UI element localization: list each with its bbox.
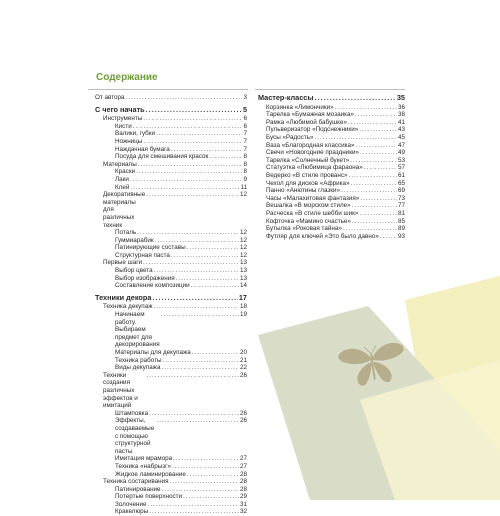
toc-leader-dots <box>341 187 397 195</box>
toc-entry <box>95 417 247 455</box>
toc-entry-title: Часы «Малахитовая фантазия» <box>266 194 360 202</box>
toc-page-number: 69 <box>397 187 405 195</box>
toc-entry-title: Составление композиции <box>115 282 190 290</box>
toc-entry <box>95 303 247 311</box>
toc-leader-dots <box>170 478 239 486</box>
toc-entry-title: Лаки <box>115 175 129 183</box>
toc-entry <box>258 172 405 180</box>
toc-leader-dots <box>130 176 243 184</box>
toc-entry <box>95 138 247 146</box>
toc-entry <box>95 471 247 479</box>
toc-leader-dots <box>380 233 397 241</box>
toc-page-number: 5 <box>242 104 247 114</box>
toc-entry-title: Свечи «Новогодние праздники» <box>266 149 359 157</box>
toc-entry-title: Пульверизатор «Подснежники» <box>266 126 359 134</box>
toc-leader-dots <box>154 267 239 275</box>
toc-page-number: 19 <box>239 311 247 319</box>
toc-entry-title: Гуммиарабик <box>115 236 154 244</box>
toc-page-number: 7 <box>243 130 247 138</box>
toc-entry-title: Патинирующие составы <box>115 244 186 252</box>
toc-entry-title: Рамка «Любимой бабушке» <box>266 118 348 126</box>
toc-entry <box>95 463 247 471</box>
toc-entry-title: Первые шаги <box>103 259 143 267</box>
toc-leader-dots <box>314 134 397 142</box>
toc-entry-title: Бутылка «Роковая тайна» <box>266 225 342 233</box>
toc-page-number: 61 <box>397 171 405 179</box>
toc-page-number: 28 <box>239 478 247 486</box>
toc-entry <box>95 311 247 349</box>
toc-entry-title: Техники декора <box>95 292 152 302</box>
toc-entry <box>95 501 247 509</box>
toc-entry-title: Футляр для ключей «Это было давно» <box>266 232 379 240</box>
toc-page-number: 49 <box>397 149 405 157</box>
toc-page-number: 47 <box>397 141 405 149</box>
toc-leader-dots <box>192 349 239 357</box>
toc-leader-dots <box>176 275 239 283</box>
toc-leader-dots <box>138 161 243 169</box>
toc-leader-dots <box>355 111 397 119</box>
toc-leader-dots <box>351 180 397 188</box>
toc-entry-title: Штамповка <box>115 409 149 417</box>
toc-leader-dots <box>359 126 397 134</box>
toc-page-number: 6 <box>243 122 247 130</box>
toc-leader-dots <box>161 364 239 372</box>
toc-entry-title: Имитация мрамора <box>115 455 173 463</box>
toc-entry-title: Эффекты, создаваемые с помощью структурной пасты <box>115 417 155 455</box>
toc-leader-dots <box>147 372 239 380</box>
toc-entry <box>95 455 247 463</box>
toc-entry <box>258 111 405 119</box>
toc-page-number: 26 <box>239 371 247 379</box>
toc-leader-dots <box>209 153 242 161</box>
toc-leader-dots <box>349 172 397 180</box>
toc-leader-dots <box>171 146 243 154</box>
toc-page-number: 28 <box>239 470 247 478</box>
toc-page-number: 8 <box>243 168 247 176</box>
toc-entry-title: Краски <box>115 168 136 176</box>
toc-page-number: 38 <box>397 111 405 119</box>
toc-entry-title: Потертые поверхности <box>115 493 183 501</box>
toc-page-number: 13 <box>239 274 247 282</box>
toc-entry <box>95 191 247 229</box>
toc-entry <box>95 349 247 357</box>
toc-leader-dots <box>155 237 239 245</box>
toc-entry-title: Корзинка «Лимончики» <box>266 103 334 111</box>
toc-entry-title: Мастер-классы <box>258 93 314 102</box>
toc-page-number: 8 <box>243 153 247 161</box>
toc-entry-title: Структурная паста <box>115 251 170 259</box>
toc-entry-title: Техника состаривания <box>103 478 169 486</box>
toc-entry-title: Кисти <box>115 122 132 130</box>
toc-entry <box>258 119 405 127</box>
toc-leader-dots <box>173 455 239 463</box>
toc-entry <box>258 149 405 157</box>
toc-entry <box>95 176 247 184</box>
toc-leader-dots <box>163 357 239 365</box>
toc-leader-dots <box>356 142 397 150</box>
toc-leader-dots <box>360 195 397 203</box>
toc-entry <box>95 282 247 290</box>
toc-leader-dots <box>161 311 239 319</box>
toc-leader-dots <box>146 191 239 199</box>
toc-page-number: 8 <box>243 160 247 168</box>
page-title: Содержание <box>96 72 158 83</box>
toc-entry <box>95 146 247 154</box>
toc-entry-title: Ножницы <box>115 137 143 145</box>
toc-leader-dots <box>348 119 397 127</box>
toc-leader-dots <box>352 202 397 210</box>
right-header-rule <box>255 89 405 90</box>
toc-page-number: 9 <box>243 175 247 183</box>
toc-entry <box>95 153 247 161</box>
toc-entry-title: Виды декупажа <box>115 364 161 372</box>
toc-entry-title: Поталь <box>115 229 137 237</box>
toc-page-number: 12 <box>239 251 247 259</box>
toc-entry <box>258 225 405 233</box>
toc-entry-title: Ведерко «В стиле прованс» <box>266 171 348 179</box>
toc-leader-dots <box>126 94 243 102</box>
toc-entry <box>258 202 405 210</box>
toc-page-number: 77 <box>397 202 405 210</box>
toc-entry <box>95 161 247 169</box>
toc-page-number: 89 <box>397 225 405 233</box>
toc-leader-dots <box>343 225 397 233</box>
toc-entry-title: Материалы для декупажа <box>115 349 191 356</box>
toc-leader-dots <box>162 486 239 494</box>
toc-leader-dots <box>136 168 242 176</box>
toc-entry <box>258 195 405 203</box>
toc-page-number: 26 <box>239 417 247 425</box>
toc-leader-dots <box>137 229 239 237</box>
toc-entry-title: Жидкое ламинирование <box>115 470 186 478</box>
toc-entry <box>95 478 247 486</box>
toc-entry-title: Панно «Анютины глазки» <box>266 187 341 195</box>
toc-entry-title: Материалы <box>103 160 137 168</box>
toc-entry <box>95 184 247 192</box>
toc-entry <box>95 372 247 410</box>
toc-page-number: 73 <box>397 194 405 202</box>
toc-page-number: 27 <box>239 462 247 470</box>
toc-entry <box>258 142 405 150</box>
toc-page-number: 27 <box>239 455 247 463</box>
toc-leader-dots <box>143 259 239 267</box>
toc-leader-dots <box>149 508 239 516</box>
toc-entry-title: Инструменты <box>103 115 143 123</box>
toc-entry-title: Техника «набрызг» <box>115 462 171 470</box>
toc-page-number: 31 <box>239 500 247 508</box>
toc-leader-dots <box>130 184 239 192</box>
toc-page-number: 6 <box>243 115 247 123</box>
toc-entry <box>95 115 247 123</box>
toc-entry-title: Валики, губки <box>115 130 156 138</box>
toc-page-number: 12 <box>239 191 247 199</box>
toc-entry-title: Техника декупаж <box>103 303 153 311</box>
toc-page-number: 57 <box>397 164 405 172</box>
toc-page-number: 32 <box>239 508 247 516</box>
toc-entry-title: Бусы «Радость» <box>266 133 314 141</box>
toc-leader-dots <box>148 501 239 509</box>
toc-entry <box>95 94 247 102</box>
toc-entry-title: Вешалка «В морском стиле» <box>266 202 351 210</box>
toc-page-number: 43 <box>397 126 405 134</box>
toc-entry <box>95 244 247 252</box>
toc-entry <box>95 267 247 275</box>
toc-page-number: 29 <box>239 493 247 501</box>
toc-entry <box>95 168 247 176</box>
toc-page-number: 14 <box>239 282 247 290</box>
toc-entry-title: Ваза «Благородная классика» <box>266 141 355 149</box>
toc-right-column <box>258 94 405 240</box>
toc-entry <box>258 210 405 218</box>
toc-page-number: 22 <box>239 364 247 372</box>
toc-entry <box>95 508 247 516</box>
toc-page-number: 36 <box>397 103 405 111</box>
toc-leader-dots <box>315 94 396 102</box>
toc-page-number: 7 <box>243 145 247 153</box>
toc-page-number: 81 <box>397 209 405 217</box>
toc-entry-title: Техника работы <box>115 356 162 364</box>
toc-entry <box>258 164 405 172</box>
toc-entry-title: Золочение <box>115 500 147 508</box>
toc-entry-title: Техники создания различных эффектов и имитаций <box>103 371 138 410</box>
toc-entry <box>95 357 247 365</box>
toc-page-number: 18 <box>239 303 247 311</box>
toc-page-number: 3 <box>243 94 247 101</box>
toc-leader-dots <box>149 410 239 418</box>
toc-entry <box>95 252 247 260</box>
toc-page-number: 45 <box>397 133 405 141</box>
toc-page-number: 11 <box>240 183 247 191</box>
toc-page-number: 85 <box>397 217 405 225</box>
toc-left-column <box>95 94 247 516</box>
toc-leader-dots <box>191 282 239 290</box>
toc-page-number: 28 <box>239 485 247 493</box>
toc-section-entry <box>95 294 247 302</box>
toc-entry-title: С чего начать <box>95 104 145 114</box>
toc-section-entry <box>95 106 247 114</box>
toc-entry-title: Кракелюры <box>115 508 149 516</box>
toc-leader-dots <box>152 294 237 302</box>
toc-page-number: 93 <box>397 232 405 240</box>
toc-leader-dots <box>172 463 239 471</box>
toc-leader-dots <box>157 417 239 425</box>
toc-page-number: 20 <box>239 349 247 356</box>
toc-leader-dots <box>364 164 397 172</box>
toc-entry-title: Выбор изображения <box>115 274 175 282</box>
toc-page-number: 12 <box>239 229 247 237</box>
toc-leader-dots <box>143 115 242 123</box>
toc-entry <box>258 134 405 142</box>
toc-page-number: 13 <box>239 267 247 275</box>
toc-leader-dots <box>153 303 239 311</box>
toc-page-number: 12 <box>239 236 247 244</box>
toc-entry-title: Тарелка «Солнечный букет» <box>266 156 350 164</box>
toc-entry-title: Посуда для смешивания красок <box>115 153 209 161</box>
toc-entry-title: От автора <box>95 94 125 101</box>
toc-page-number: 65 <box>397 179 405 187</box>
toc-section-entry <box>258 94 405 102</box>
toc-entry <box>95 237 247 245</box>
toc-entry-title: Чехол для дисков «Африка» <box>266 179 350 187</box>
toc-entry <box>258 187 405 195</box>
toc-entry-title: Начинаем работу. Выбираем предмет для декорирования <box>115 311 160 349</box>
toc-entry-title: Выбор цвета <box>115 267 153 275</box>
toc-leader-dots <box>335 104 397 112</box>
toc-page-number: 12 <box>239 244 247 252</box>
toc-page-number: 13 <box>239 259 247 267</box>
toc-entry <box>95 229 247 237</box>
toc-page-number: 26 <box>239 409 247 417</box>
toc-page-number: 41 <box>397 118 405 126</box>
toc-leader-dots <box>359 210 397 218</box>
toc-entry <box>258 180 405 188</box>
toc-page-number: 17 <box>238 292 247 302</box>
toc-entry <box>95 275 247 283</box>
toc-entry-title: Патинирование <box>115 485 161 493</box>
toc-page-number: 53 <box>397 156 405 164</box>
toc-leader-dots <box>187 244 239 252</box>
toc-entry <box>258 233 405 241</box>
toc-entry-title: Кофточка «Мамино счастье» <box>266 217 351 225</box>
toc-leader-dots <box>360 149 397 157</box>
toc-entry-title: Декоративные материалы для различных техник <box>103 191 146 229</box>
toc-leader-dots <box>146 106 242 114</box>
toc-entry <box>258 126 405 134</box>
toc-leader-dots <box>187 471 239 479</box>
toc-entry <box>95 486 247 494</box>
toc-entry <box>258 104 405 112</box>
toc-entry-title: Статуэтка «Любимица фараона» <box>266 164 363 172</box>
toc-leader-dots <box>171 252 239 260</box>
toc-entry <box>258 218 405 226</box>
toc-entry <box>95 259 247 267</box>
toc-entry-title: Наждачная бумага <box>115 145 170 153</box>
toc-entry <box>95 130 247 138</box>
toc-page-number: 7 <box>243 137 247 145</box>
toc-leader-dots <box>143 138 242 146</box>
toc-leader-dots <box>352 218 397 226</box>
toc-leader-dots <box>156 130 242 138</box>
left-header-rule <box>88 89 248 90</box>
toc-entry-title: Клей <box>115 183 130 191</box>
toc-entry-title: Расческа «В стиле шебби шик» <box>266 209 359 217</box>
toc-entry-title: Тарелка «Бумажная мозаика» <box>266 111 354 119</box>
toc-page-number: 35 <box>396 93 405 102</box>
toc-page-number: 21 <box>239 356 247 364</box>
toc-entry <box>95 364 247 372</box>
toc-entry <box>95 410 247 418</box>
